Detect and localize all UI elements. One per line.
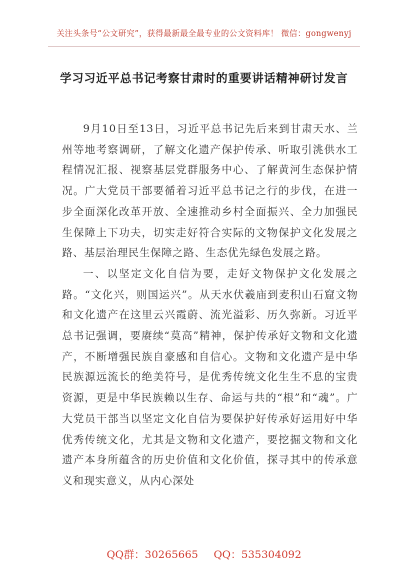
banner-divider <box>48 46 360 47</box>
promo-banner: 关注头条号“公文研究”，获得最新最全最专业的公文资料库！ 微信：gongwenyj <box>56 29 352 38</box>
qq-contact-text: QQ：535304092 <box>213 549 302 561</box>
paragraph-intro: 9月10日至13日，习近平总书记先后来到甘肃天水、兰州等地考察调研，了解文化遗产保护传承、听取引洮供水工程情况汇报、视察基层党群服务中心、了解黄河生态保护情况。广大党员干部要循着习近平总书记之行的步伐，在进一步全面深化改革开放、全速推动乡村全面振兴、全力加强民生保障上下功夫，切实走好符合实际的文物保护文化发展之路、基层治理民生保障之路、生态优先绿色发展之路。 <box>62 123 358 260</box>
paragraph-section-one: 一、以坚定文化自信为要，走好文物保护文化发展之路。“文化兴，则国运兴”。从天水伏羲庙到麦积山石窟文物和文化遗产在这里云兴霞蔚、流光溢彩、历久弥新。习近平总书记强调，要赓续“莫高”精神，保护传承好文物和文化遗产，不断增强民族自豪感和自信心。文物和文化遗产是中华民族源远流长的绝美符号，是优秀传统文化生生不息的宝贵资源，更是中华民族赖以生存、命运与共的“根”和“魂”。广大党员干部当以坚定文化自信为要保护好传承好运用好中华优秀传统文化，尤其是文物和文化遗产，要挖掘文物和文化遗产本身所蕴含的历史价值和文化价值，探寻其中的传承意义和现实意义，从内心深处 <box>62 267 358 487</box>
document-body <box>62 119 358 492</box>
contact-footer <box>0 547 408 562</box>
qq-group-text: QQ群：30265665 <box>106 549 199 561</box>
document-title: 学习习近平总书记考察甘肃时的重要讲话精神研讨发言 <box>60 71 348 85</box>
